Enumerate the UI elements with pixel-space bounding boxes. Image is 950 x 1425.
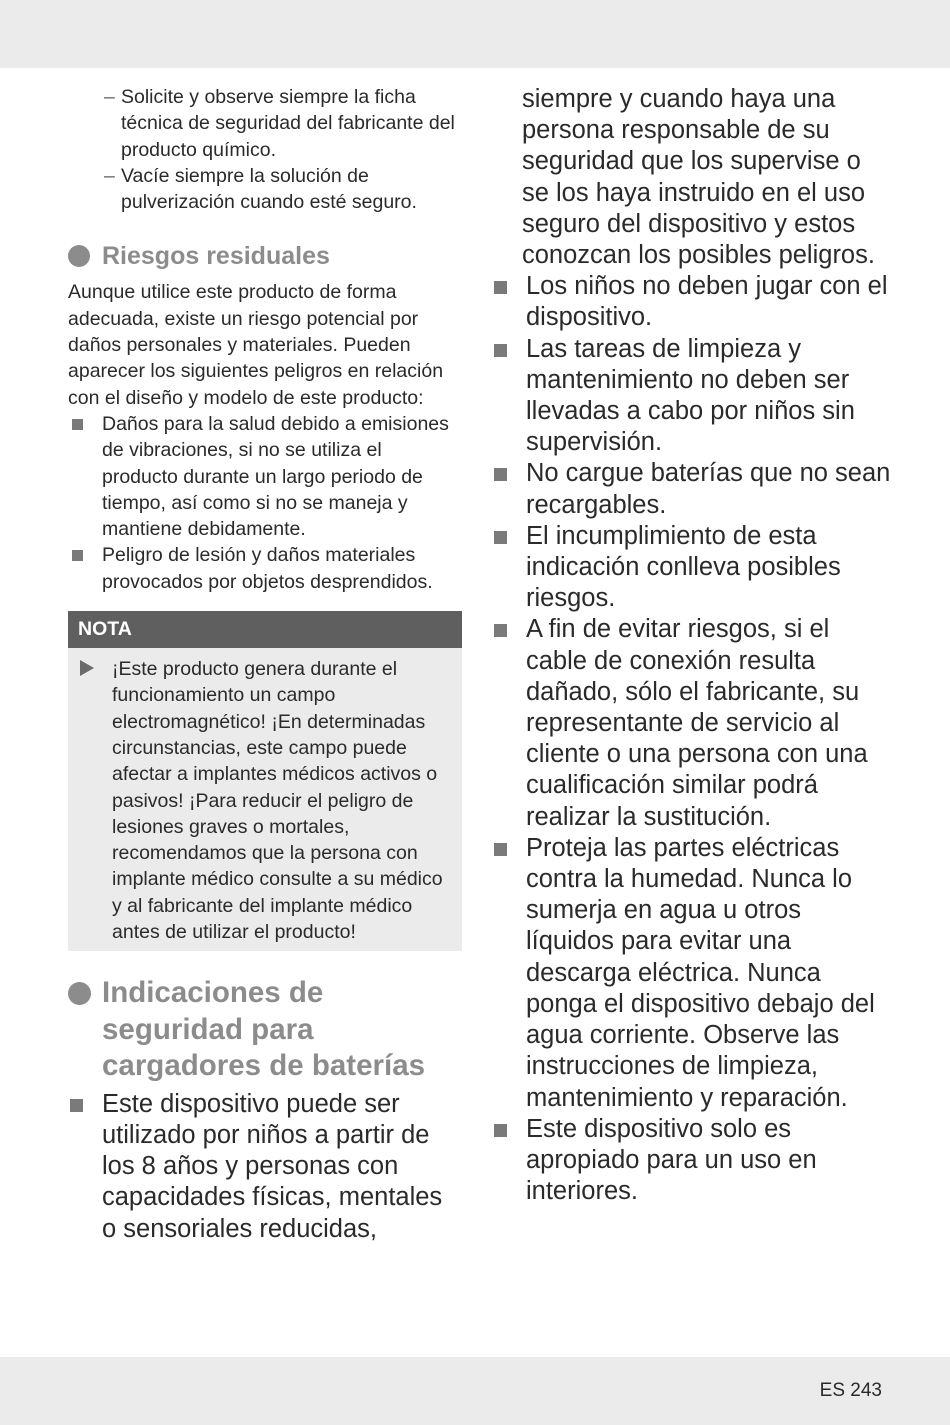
list-item-text: Este dispositivo puede ser utilizado por niños a partir de los 8 años y personas con capacidades físicas, mentales o sensoriales reducidas, [102, 1089, 443, 1243]
left-column [68, 84, 462, 1245]
list-item-continuation [492, 84, 892, 271]
list-item [68, 411, 462, 542]
square-bullet-icon [70, 1099, 83, 1112]
list-item-text: Peligro de lesión y daños materiales provocados por objetos desprendidos. [102, 544, 433, 593]
list-item-text: No cargue baterías que no sean recargables. [526, 459, 891, 519]
residual-risks-list [68, 411, 462, 595]
charger-safety-list [68, 1089, 462, 1245]
list-item [492, 458, 892, 520]
square-bullet-icon [72, 550, 83, 561]
square-bullet-icon [494, 281, 507, 294]
list-item-text: Solicite y observe siempre la ficha técnica de seguridad del fabricante del producto químico. [121, 86, 455, 161]
bullet-circle-icon [68, 982, 91, 1005]
list-item-text: Vacíe siempre la solución de pulverización cuando esté seguro. [121, 164, 417, 214]
list-item [68, 1089, 462, 1245]
note-text: ¡Este producto genera durante el funcionamiento un campo electromagnético! ¡En determinadas circunstancias, este campo puede afectar a implantes médicos activos o pasivos! ¡Para reducir el peligro de lesiones graves o mortales, recomendamos que la persona con implante médico consulte a su médico y al fabricante del implante médico antes de utilizar el producto! [112, 658, 443, 944]
footer-band [0, 1357, 950, 1425]
note-box [68, 611, 462, 951]
residual-risks-intro: Aunque utilice este producto de forma adecuada, existe un riesgo potencial por daños personales y materiales. Pueden aparecer los siguientes peligros en relación con el diseño y modelo de este producto: [68, 281, 444, 409]
list-item-text: Este dispositivo solo es apropiado para un uso en interiores. [526, 1114, 817, 1206]
list-item-text: Los niños no deben jugar con el dispositivo. [526, 272, 888, 332]
dash-list [68, 84, 462, 215]
section-heading-charger-safety [68, 975, 462, 1085]
list-item-text: A fin de evitar riesgos, si el cable de conexión resulta dañado, sólo el fabricante, su representante de servicio al cliente o una persona con una cualificación similar podrá realizar la sustitución. [526, 615, 868, 831]
list-item-text: El incumplimiento de esta indicación conlleva posibles riesgos. [526, 521, 841, 613]
right-column [492, 84, 892, 1207]
square-bullet-icon [494, 531, 507, 544]
square-bullet-icon [72, 419, 83, 430]
header-band [0, 0, 950, 68]
heading-text: Riesgos residuales [102, 242, 330, 271]
list-item [68, 163, 462, 216]
bullet-circle-icon [68, 245, 90, 267]
square-bullet-icon [494, 468, 507, 481]
square-bullet-icon [494, 344, 507, 357]
dash-bullet: – [104, 164, 115, 187]
list-item [492, 1114, 892, 1208]
list-item-text: siempre y cuando haya una persona responsable de su seguridad que los supervise o se los haya instruido en el uso seguro del dispositivo y estos conozcan los posibles peligros. [522, 85, 875, 270]
square-bullet-icon [494, 1124, 507, 1137]
list-item [492, 614, 892, 832]
note-label: NOTA [68, 611, 462, 648]
list-item [492, 334, 892, 459]
section-heading-residual-risks [68, 239, 462, 273]
list-item [68, 84, 462, 163]
square-bullet-icon [494, 843, 507, 856]
dash-bullet: – [104, 86, 115, 108]
list-item-text: Proteja las partes eléctricas contra la humedad. Nunca lo sumerja en agua u otros líquidos para evitar una descarga eléctrica. Nunca ponga el dispositivo debajo del agua corriente. Observe las instrucciones de limpieza, mantenimiento y reparación. [526, 833, 875, 1112]
square-bullet-icon [494, 624, 507, 637]
charger-safety-list-continued [492, 84, 892, 1207]
page-number: ES 243 [819, 1380, 882, 1401]
triangle-right-icon [80, 660, 94, 676]
heading-text: Indicaciones de seguridad para cargadores de baterías [102, 976, 426, 1083]
list-item [492, 833, 892, 1114]
list-item-text: Las tareas de limpieza y mantenimiento no deben ser llevadas a cabo por niños sin supervisión. [526, 334, 855, 457]
list-item [68, 542, 462, 595]
note-body [68, 648, 462, 951]
list-item [492, 271, 892, 333]
list-item [492, 521, 892, 615]
list-item-text: Daños para la salud debido a emisiones de vibraciones, si no se utiliza el producto durante un largo periodo de tiempo, así como si no se maneja y mantiene debidamente. [102, 412, 449, 541]
